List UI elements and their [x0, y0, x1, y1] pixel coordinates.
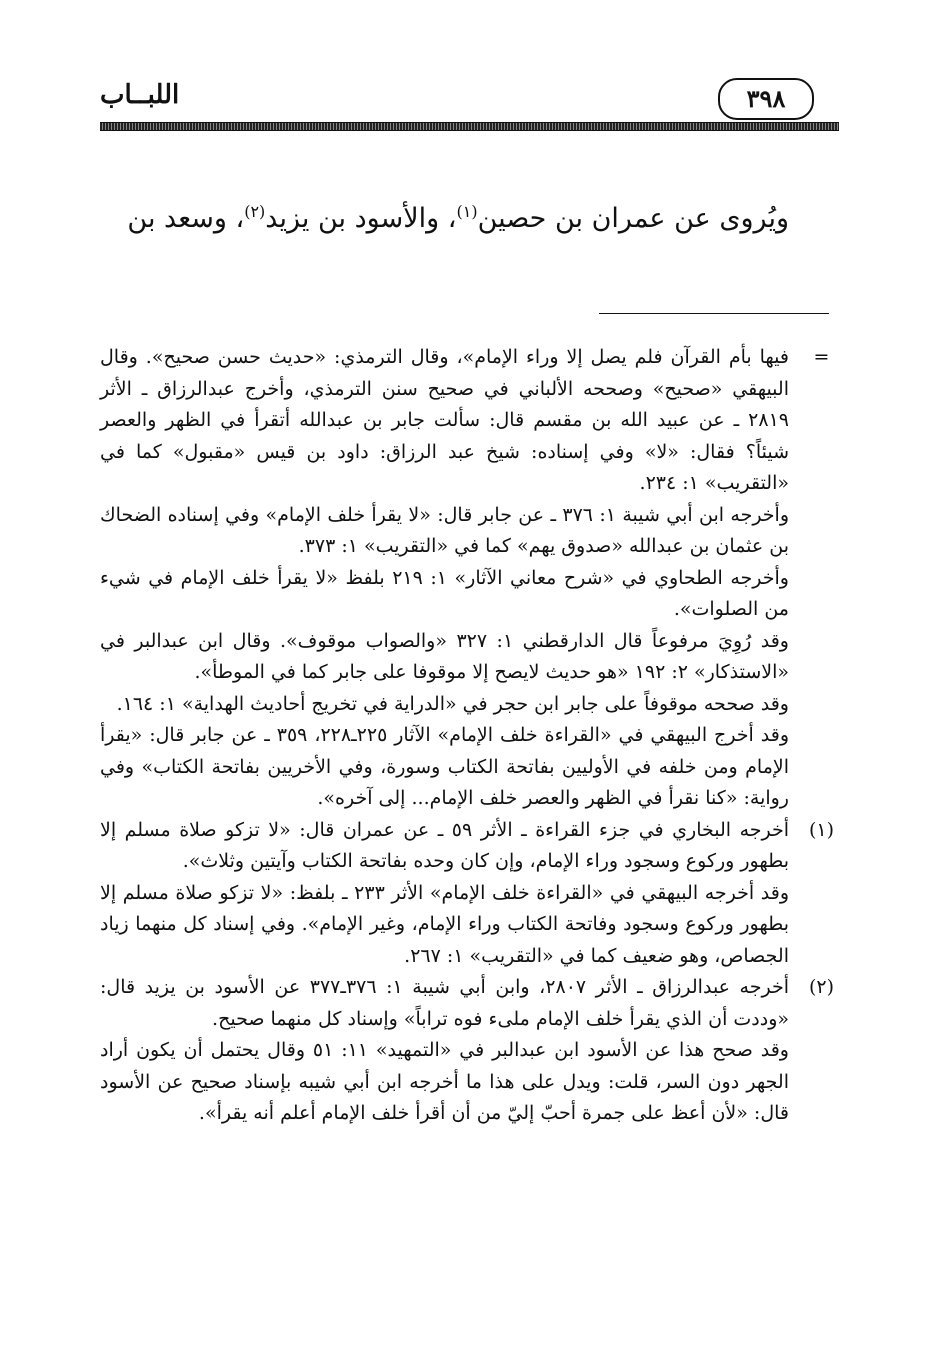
footnote-ref-1: (١)	[456, 202, 478, 221]
footnote-paragraph: وقد صححه موقوفاً على جابر ابن حجر في «الدراية في تخريج أحاديث الهداية» ١: ١٦٤.	[116, 692, 789, 715]
footnote-ref-2: (٢)	[244, 202, 266, 221]
header-rule	[100, 122, 839, 131]
footnote-paragraph: وأخرجه الطحاوي في «شرح معاني الآثار» ١: ٢١٩ بلفظ «لا يقرأ خلف الإمام في شيء من الصلوات».	[100, 566, 789, 620]
footnote-paragraph: أخرجه البخاري في جزء القراءة ـ الأثر ٥٩ ـ عن عمران قال: «لا تزكو صلاة مسلم إلا بطهور وركوع وسجود وراء الإمام، وإن كان وحده بفاتحة الكتاب وآيتين وثلاث».	[100, 818, 790, 872]
footnote-paragraph: وأخرجه ابن أبي شيبة ١: ٣٧٦ ـ عن جابر قال: «لا يقرأ خلف الإمام» وفي إسناده الضحاك بن عثمان بن عبدالله «صدوق يهم» كما في «التقريب» ١: ٣٧٣.	[100, 503, 790, 557]
footnote-marker: (١)	[808, 818, 835, 841]
footnote-paragraph: أخرجه عبدالرزاق ـ الأثر ٢٨٠٧، وابن أبي شيبة ١: ٣٧٦ـ٣٧٧ عن الأسود بن يزيد قال: «وددت أن الذي يقرأ خلف الإمام ملىء فوه تراباً» وإسناد كل منهما صحيح.	[100, 976, 789, 1030]
page-number: ٣٩٨	[718, 78, 814, 120]
main-text-line	[100, 188, 789, 243]
footnote-continued	[100, 342, 844, 815]
footnotes	[100, 342, 844, 1130]
footnote-paragraph: وقد صحح هذا عن الأسود ابن عبدالبر في «التمهيد» ١١: ٥١ وقال يحتمل أن يكون أراد الجهر دون السر، قلت: ويدل على هذا ما أخرجه ابن أبي شيبه بإسناد صحيح عن الأسود قال: «لأن أعظ على جمرة أحبّ إليّ من أن أقرأ خلف الإمام أعلم أنه يقرأ».	[100, 1039, 789, 1124]
footnote-paragraph: فيها بأم القرآن فلم يصل إلا وراء الإمام»، وقال الترمذي: «حديث حسن صحيح». وقال البيهقي «صحيح» وصححه الألباني في صحيح سنن الترمذي، وأخرج عبدالرزاق ـ الأثر ٢٨١٩ ـ عن عبيد الله بن مقسم قال: سألت جابر بن عبدالله أتقرأ في الظهر والعصر شيئاً؟ فقال: «لا» وفي إسناده: شيخ عبد الرزاق: داود بن قيس «مقبول» كما في «التقريب» ١: ٢٣٤.	[100, 346, 789, 494]
main-text-part: ويُروى عن عمران بن حصين	[477, 203, 789, 234]
footnote-2	[100, 972, 844, 1130]
footnote-paragraph: وقد أخرج البيهقي في «القراءة خلف الإمام» الآثار ٢٢٥ـ٢٢٨، ٣٥٩ ـ عن جابر قال: «يقرأ الإمام ومن خلفه في الأوليين بفاتحة الكتاب وسورة، وفي الأخريين بفاتحة الكتاب» وفي رواية: «كنا نقرأ في الظهر والعصر خلف الإمام... إلى آخره».	[100, 724, 790, 809]
book-title: اللبــاب	[100, 80, 180, 110]
main-text-part: ، وسعد بن	[127, 203, 245, 234]
footnote-1	[100, 815, 844, 973]
page-header	[100, 74, 834, 124]
footnote-marker: (٢)	[808, 976, 835, 998]
footnote-marker: =	[813, 346, 830, 368]
footnote-paragraph: وقد رُوِيَ مرفوعاً قال الدارقطني ١: ٣٢٧ «والصواب موقوف». وقال ابن عبدالبر في «الاستذكار» ٢: ١٩٢ «هو حديث لايصح إلا موقوفا على جابر كما في الموطأ».	[100, 629, 789, 683]
footnote-paragraph: وقد أخرجه البيهقي في «القراءة خلف الإمام» الأثر ٢٣٣ ـ بلفظ: «لا تزكو صلاة مسلم إلا بطهور وركوع وسجود وفاتحة الكتاب وراء الإمام، وغير الإمام». وفي إسناد كل منهما زياد الجصاص، وهو ضعيف كما في «التقريب» ١: ٢٦٧.	[100, 881, 789, 967]
main-text-part: ، والأسود بن يزيد	[265, 203, 457, 234]
footnote-separator	[599, 313, 829, 314]
